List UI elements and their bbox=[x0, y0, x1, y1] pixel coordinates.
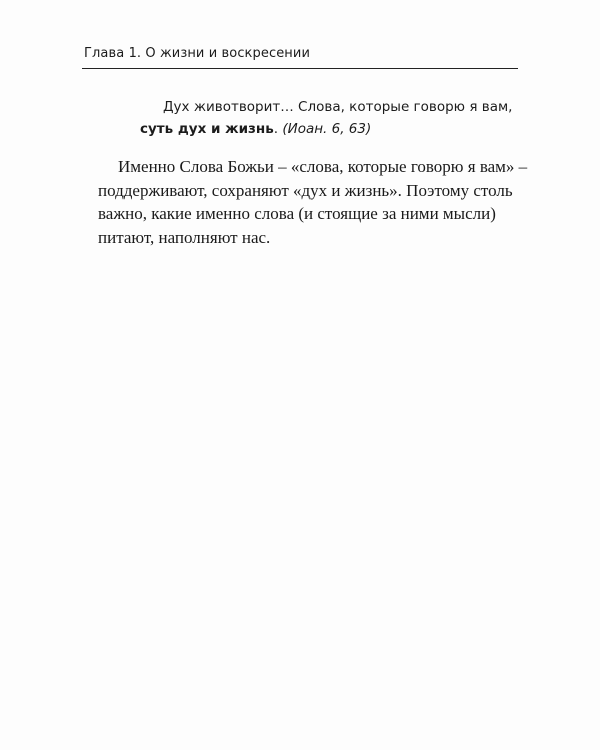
paragraph-line-4: питают, наполняют нас. bbox=[98, 227, 271, 247]
paragraph-line-3: важно, какие именно слова (и стоящие за ними мысли) bbox=[98, 204, 496, 223]
epigraph-line-2 bbox=[140, 118, 470, 140]
paragraph-line-2: поддерживают, сохраняют «дух и жизнь». Поэтому столь bbox=[98, 180, 513, 200]
epigraph-emphasis: суть дух и жизнь bbox=[140, 121, 274, 137]
body-paragraph bbox=[98, 155, 528, 249]
running-header: Глава 1. О жизни и воскресении bbox=[84, 46, 311, 61]
epigraph-reference: (Иоан. 6, 63) bbox=[282, 121, 372, 137]
epigraph-line-1: Дух животворит… Слова, которые говорю я вам, bbox=[163, 99, 513, 115]
header-rule bbox=[82, 68, 518, 69]
paragraph-line-1: Именно Слова Божьи – «слова, которые говорю я вам» – bbox=[118, 157, 528, 176]
epigraph bbox=[140, 96, 513, 140]
epigraph-period: . bbox=[273, 121, 279, 137]
